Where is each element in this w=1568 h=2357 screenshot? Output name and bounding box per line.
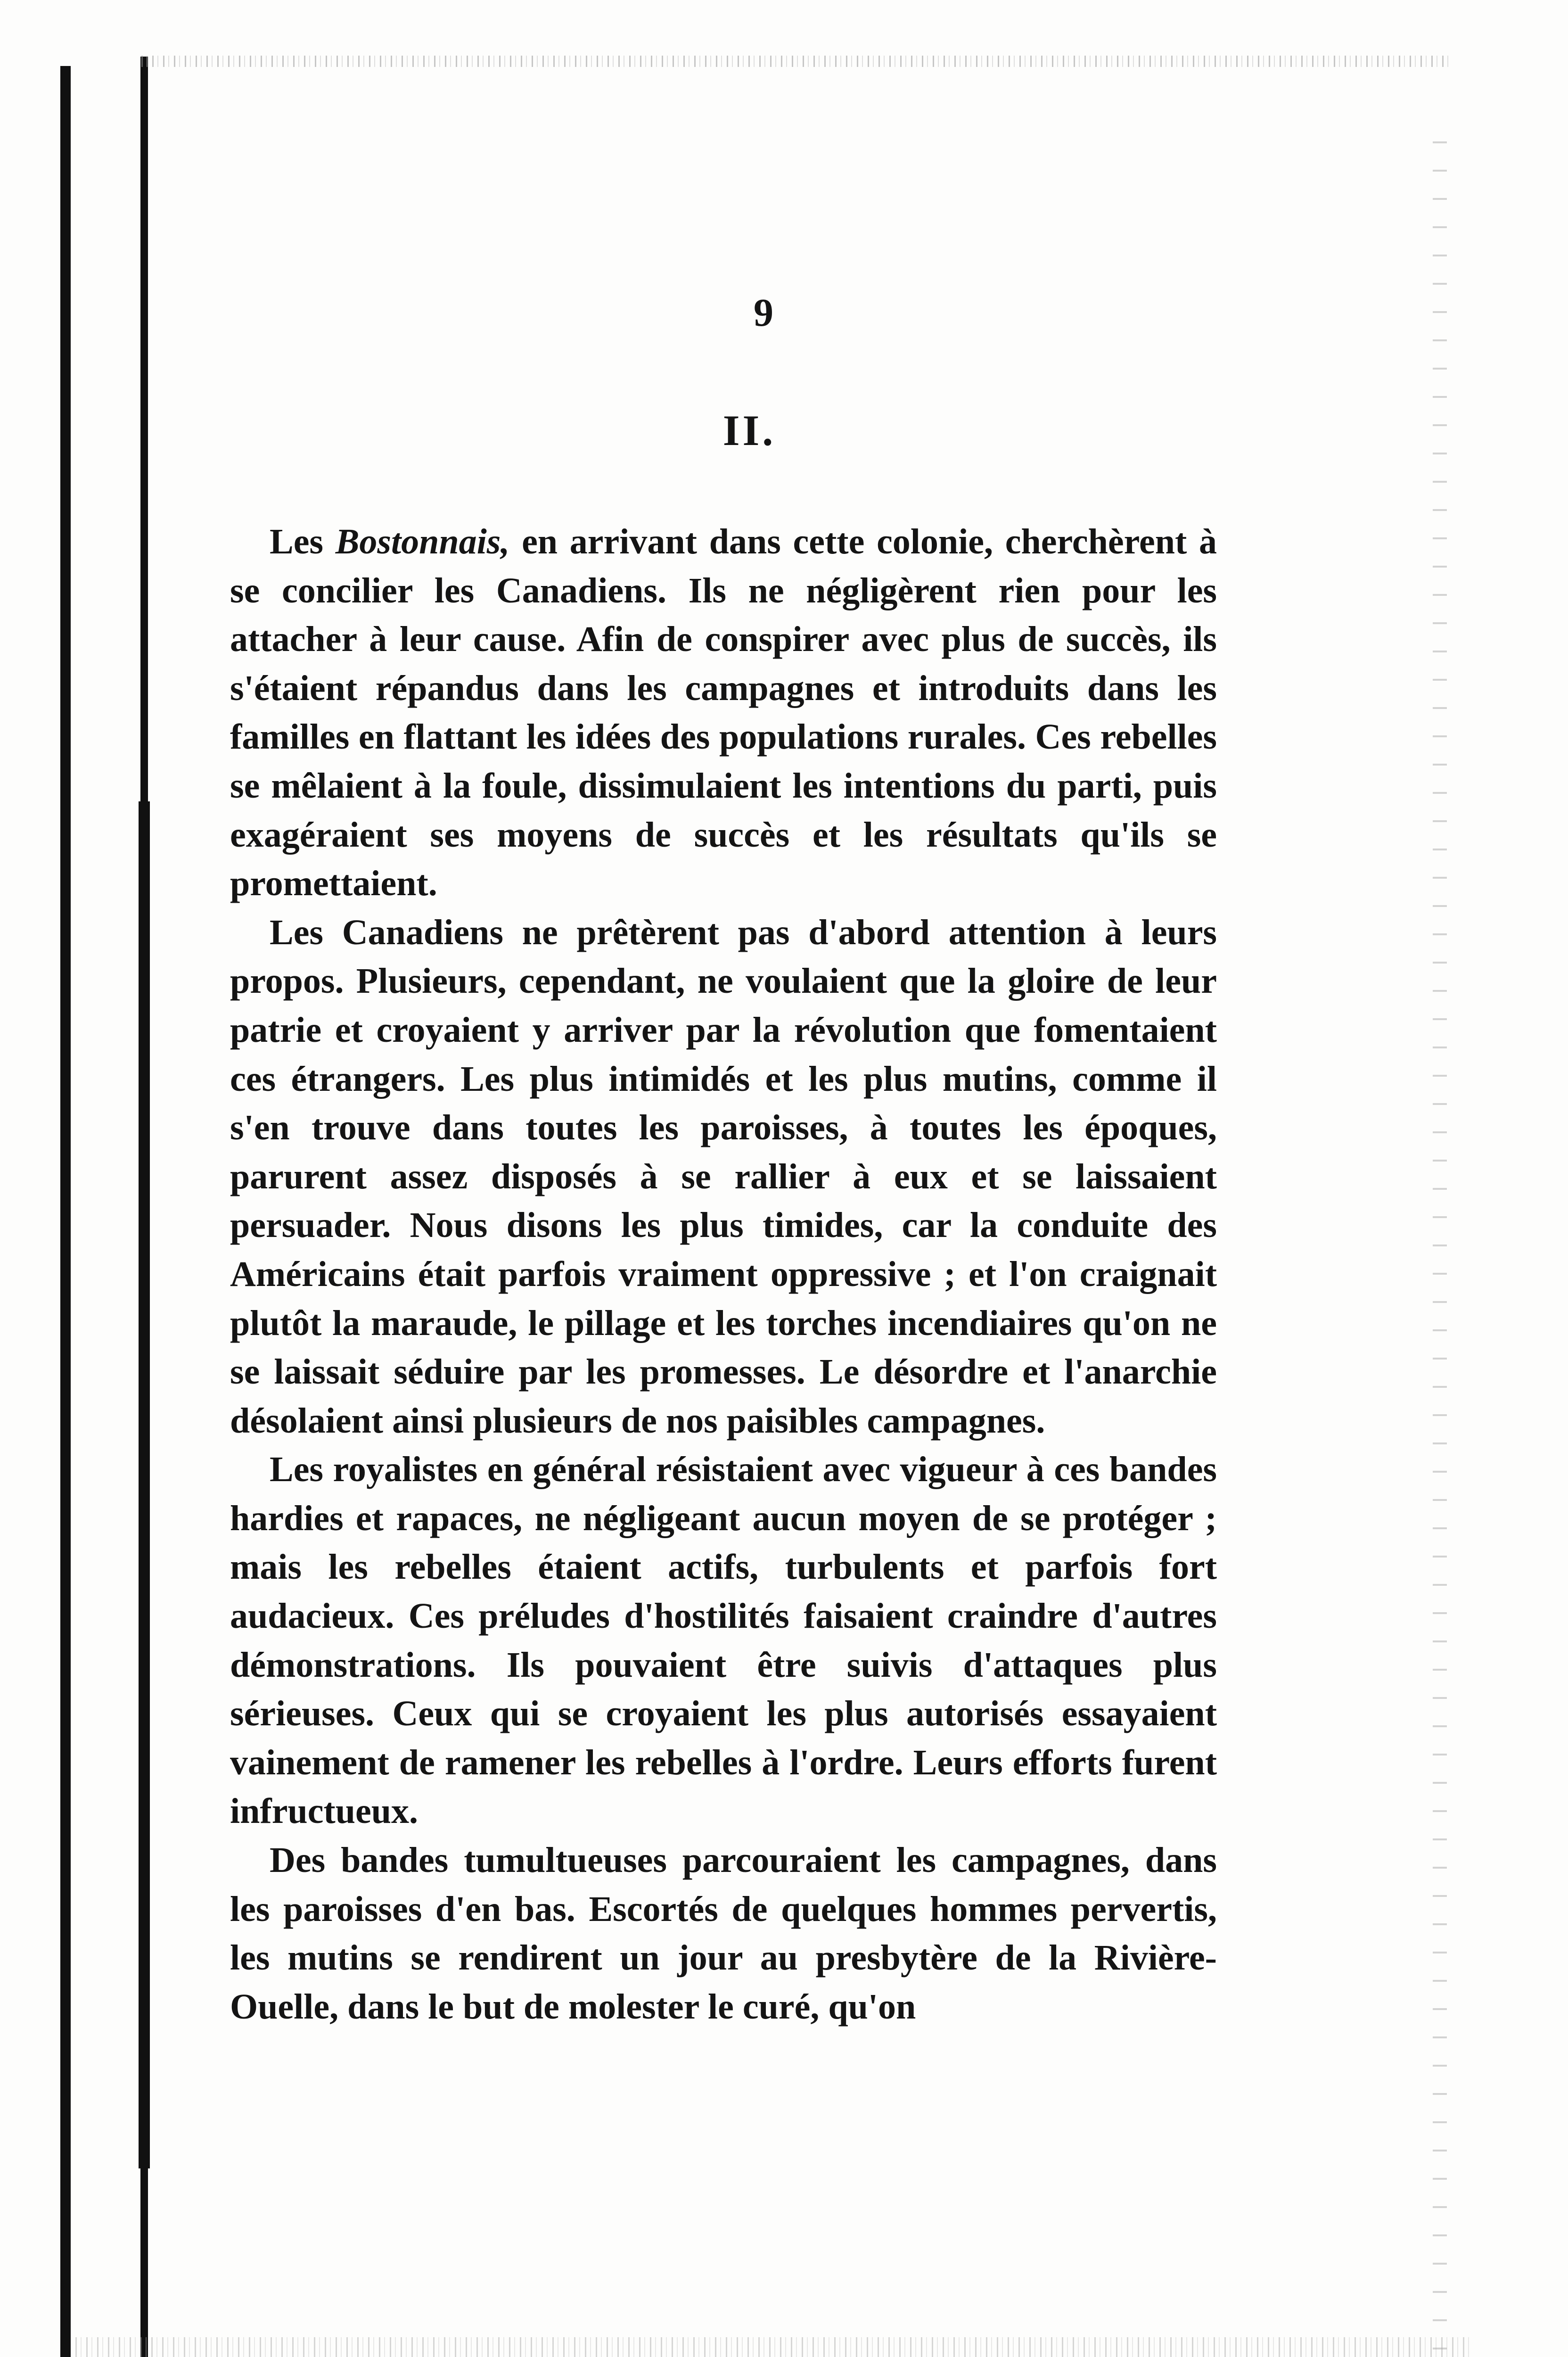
paragraph: Les royalistes en général résistaient avec vigueur à ces bandes hardies et rapaces, ne négligeant aucun moyen de se protéger ; mais les rebelles étaient actifs, turbulents et parfois fort audacieux. Ces préludes d'hostilités faisaient craindre d'autres démonstrations. Ils pouvaient être suivis d'attaques plus sérieuses. Ceux qui se croyaient les plus autorisés essayaient vainement de ramener les rebelles à l'ordre. Leurs efforts furent infructueux. (230, 1450, 1217, 1831)
paragraph (230, 518, 1217, 908)
scan-noise-right (1433, 141, 1447, 2357)
paragraph: Des bandes tumultueuses parcouraient les campagnes, dans les paroisses d'en bas. Escortés de quelques hommes pervertis, les mutins se rendirent un jour au presbytère de la Rivière-Ouelle, dans le but de molester le curé, qu'on (230, 1840, 1217, 2027)
page-number: 9 (754, 291, 773, 335)
binding-edge-bar (139, 801, 150, 2168)
paragraph-lead: Les (270, 522, 336, 561)
italic-term: Bostonnais, (335, 522, 510, 561)
paragraph: Les Canadiens ne prêtèrent pas d'abord attention à leurs propos. Plusieurs, cependant, ne voulaient que la gloire de leur patrie et croyaient y arriver par la révolution que fomentaient ces étrangers. Les plus intimidés et les plus mutins, comme il s'en trouve dans toutes les paroisses, à toutes les époques, parurent assez disposés à se rallier à eux et se laissaient persuader. Nous disons les plus timides, car la conduite des Américains était parfois vraiment oppressive ; et l'on craignait plutôt la maraude, le pillage et les torches incendiaires qu'on ne se laissait séduire par les promesses. Le désordre et l'anarchie désolaient ainsi plusieurs de nos paisibles campagnes. (230, 912, 1217, 1441)
chapter-heading: II. (722, 406, 776, 454)
scan-noise-top (141, 56, 1452, 67)
paragraph-rest: en arrivant dans cette colonie, cherchèrent à se concilier les Canadiens. Ils ne négligèrent rien pour les attacher à leur cause. Afin de conspirer avec plus de succès, ils s'étaient répandus dans les campagnes et introduits dans les familles en flattant les idées des populations rurales. Ces rebelles se mêlaient à la foule, dissimulaient les intentions du parti, puis exagéraient ses moyens de succès et les résultats qu'ils se promettaient. (230, 522, 1217, 904)
binding-edge-bar (60, 66, 71, 2357)
body-text (230, 518, 1217, 2031)
scan-noise-bottom (75, 2337, 1470, 2357)
